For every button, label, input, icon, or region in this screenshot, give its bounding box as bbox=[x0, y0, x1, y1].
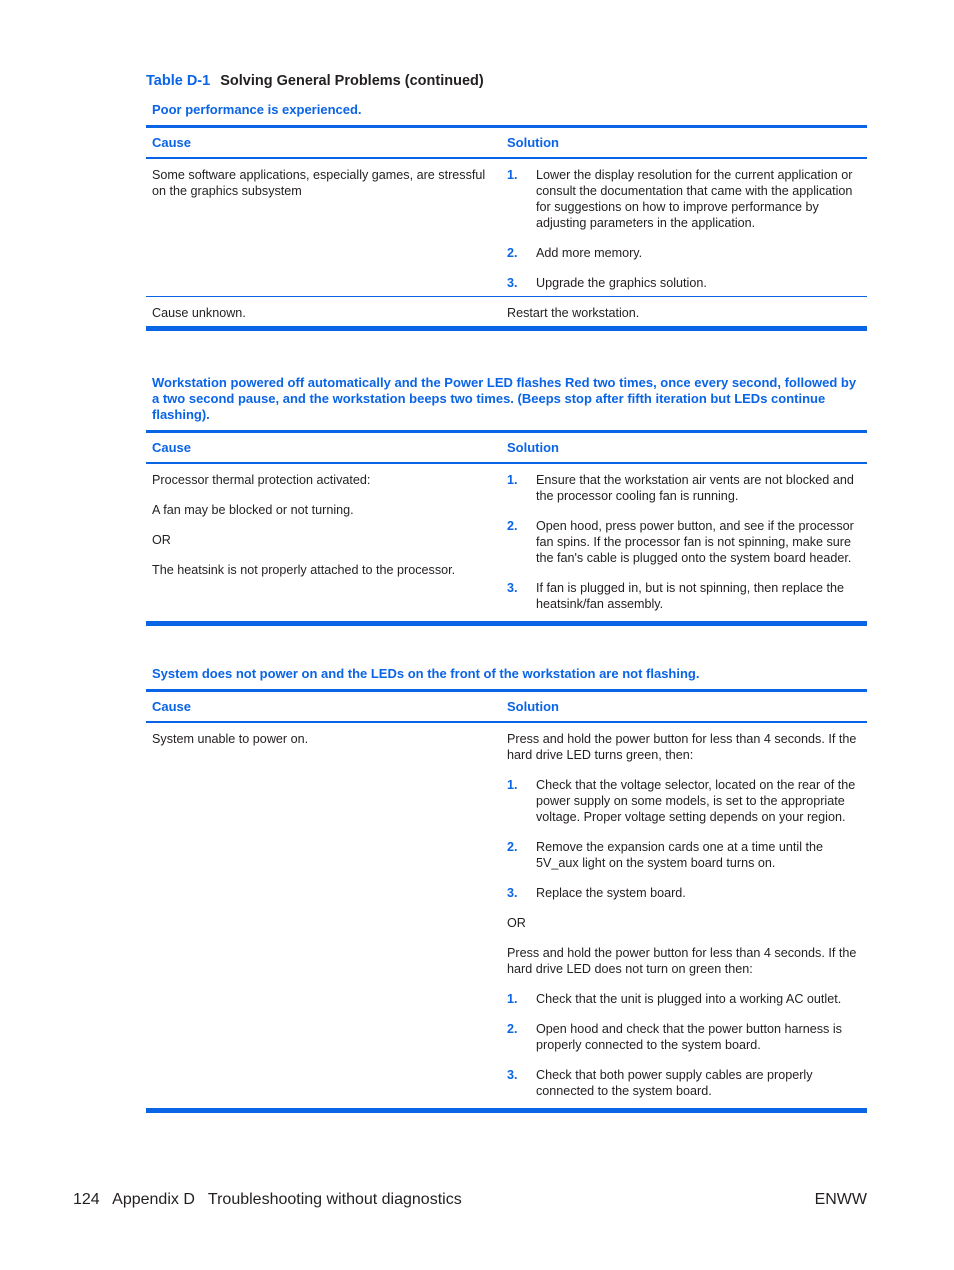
header-cause: Cause bbox=[152, 440, 192, 455]
solution-cell bbox=[507, 167, 867, 291]
cause-text: System unable to power on. bbox=[152, 732, 309, 746]
cause-text: Cause unknown. bbox=[152, 306, 246, 320]
table-row bbox=[146, 296, 867, 326]
step-number: 1. bbox=[507, 778, 518, 792]
section-title: System does not power on and the LEDs on the front of the workstation are not flashing. bbox=[152, 666, 700, 681]
solution-step bbox=[507, 1067, 861, 1099]
section-title: Poor performance is experienced. bbox=[152, 102, 362, 117]
table-header bbox=[146, 125, 867, 159]
step-text: If fan is plugged in, but is not spinning, then replace the heatsink/fan assembly. bbox=[536, 581, 845, 611]
cause-text: Some software applications, especially games, are stressful on the graphics subsystem bbox=[152, 168, 486, 198]
step-text: Check that both power supply cables are properly connected to the system board. bbox=[536, 1068, 813, 1098]
solution-cell bbox=[507, 305, 867, 321]
solution-text: Press and hold the power button for less than 4 seconds. If the hard drive LED turns green, then: bbox=[507, 732, 857, 762]
header-solution: Solution bbox=[507, 135, 559, 150]
solution-step bbox=[507, 991, 861, 1007]
solution-step bbox=[507, 580, 861, 612]
step-number: 1. bbox=[507, 992, 518, 1006]
cause-cell bbox=[146, 305, 507, 321]
solution-cell bbox=[507, 472, 867, 612]
step-number: 2. bbox=[507, 519, 518, 533]
section-title: Workstation powered off automatically and the Power LED flashes Red two times, once every second, followed by a two second pause, and the workstation beeps two times. (Beeps stop after fifth iteration but LEDs continue flashing). bbox=[152, 375, 857, 422]
footer-right: ENWW bbox=[814, 1191, 867, 1208]
solution-text: Restart the workstation. bbox=[507, 306, 640, 320]
header-solution: Solution bbox=[507, 440, 559, 455]
step-text: Check that the voltage selector, located on the rear of the power supply on some models, is set to the appropriate voltage. Proper voltage setting depends on your region. bbox=[536, 778, 856, 824]
solution-step bbox=[507, 839, 861, 871]
solution-step bbox=[507, 518, 861, 566]
cause-cell bbox=[146, 472, 507, 612]
solution-step bbox=[507, 885, 861, 901]
solution-step bbox=[507, 472, 861, 504]
solution-step bbox=[507, 777, 861, 825]
header-solution: Solution bbox=[507, 699, 559, 714]
table-row bbox=[146, 159, 867, 296]
cause-text: The heatsink is not properly attached to the processor. bbox=[152, 563, 456, 577]
header-cause: Cause bbox=[152, 135, 192, 150]
cause-text: A fan may be blocked or not turning. bbox=[152, 503, 354, 517]
table-body bbox=[146, 159, 867, 331]
step-number: 3. bbox=[507, 276, 518, 290]
step-number: 1. bbox=[507, 168, 518, 182]
cause-cell bbox=[146, 731, 507, 1099]
solution-cell bbox=[507, 731, 867, 1099]
step-text: Upgrade the graphics solution. bbox=[536, 276, 707, 290]
solution-step bbox=[507, 245, 861, 261]
table-row bbox=[146, 464, 867, 621]
step-number: 1. bbox=[507, 473, 518, 487]
footer-left: 124 Appendix D Troubleshooting without diagnostics bbox=[73, 1191, 462, 1208]
step-text: Open hood, press power button, and see if the processor fan spins. If the processor fan is not spinning, make sure the fan's cable is plugged onto the system board header. bbox=[536, 519, 854, 565]
step-number: 3. bbox=[507, 1068, 518, 1082]
header-cause: Cause bbox=[152, 699, 192, 714]
step-text: Remove the expansion cards one at a time until the 5V_aux light on the system board turns on. bbox=[536, 840, 824, 870]
step-number: 2. bbox=[507, 840, 518, 854]
step-text: Lower the display resolution for the current application or consult the documentation that came with the application for suggestions on how to improve performance by adjusting parameters in the application. bbox=[536, 168, 853, 230]
step-text: Add more memory. bbox=[536, 246, 643, 260]
cause-text: OR bbox=[152, 533, 171, 547]
solution-text: OR bbox=[507, 916, 526, 930]
table-header bbox=[146, 430, 867, 464]
step-number: 3. bbox=[507, 581, 518, 595]
cause-text: Processor thermal protection activated: bbox=[152, 473, 371, 487]
section-powered-off bbox=[146, 375, 867, 626]
table-title bbox=[146, 73, 484, 89]
table-body bbox=[146, 464, 867, 626]
solution-step bbox=[507, 1021, 861, 1053]
solution-text: Press and hold the power button for less than 4 seconds. If the hard drive LED does not turn on green then: bbox=[507, 946, 857, 976]
step-text: Ensure that the workstation air vents are not blocked and the processor cooling fan is running. bbox=[536, 473, 854, 503]
section-no-power bbox=[146, 666, 867, 1113]
table-title-text: Solving General Problems (continued) bbox=[220, 73, 484, 89]
table-header bbox=[146, 689, 867, 723]
step-number: 2. bbox=[507, 1022, 518, 1036]
solution-step bbox=[507, 167, 861, 231]
step-number: 2. bbox=[507, 246, 518, 260]
table-row bbox=[146, 723, 867, 1108]
page-footer bbox=[73, 1191, 867, 1209]
solution-step bbox=[507, 275, 861, 291]
table-label: Table D-1 bbox=[146, 73, 211, 89]
table-body bbox=[146, 723, 867, 1113]
step-number: 3. bbox=[507, 886, 518, 900]
section-poor-performance bbox=[146, 102, 867, 331]
cause-cell bbox=[146, 167, 507, 291]
step-text: Open hood and check that the power button harness is properly connected to the system board. bbox=[536, 1022, 842, 1052]
step-text: Check that the unit is plugged into a working AC outlet. bbox=[536, 992, 842, 1006]
step-text: Replace the system board. bbox=[536, 886, 686, 900]
